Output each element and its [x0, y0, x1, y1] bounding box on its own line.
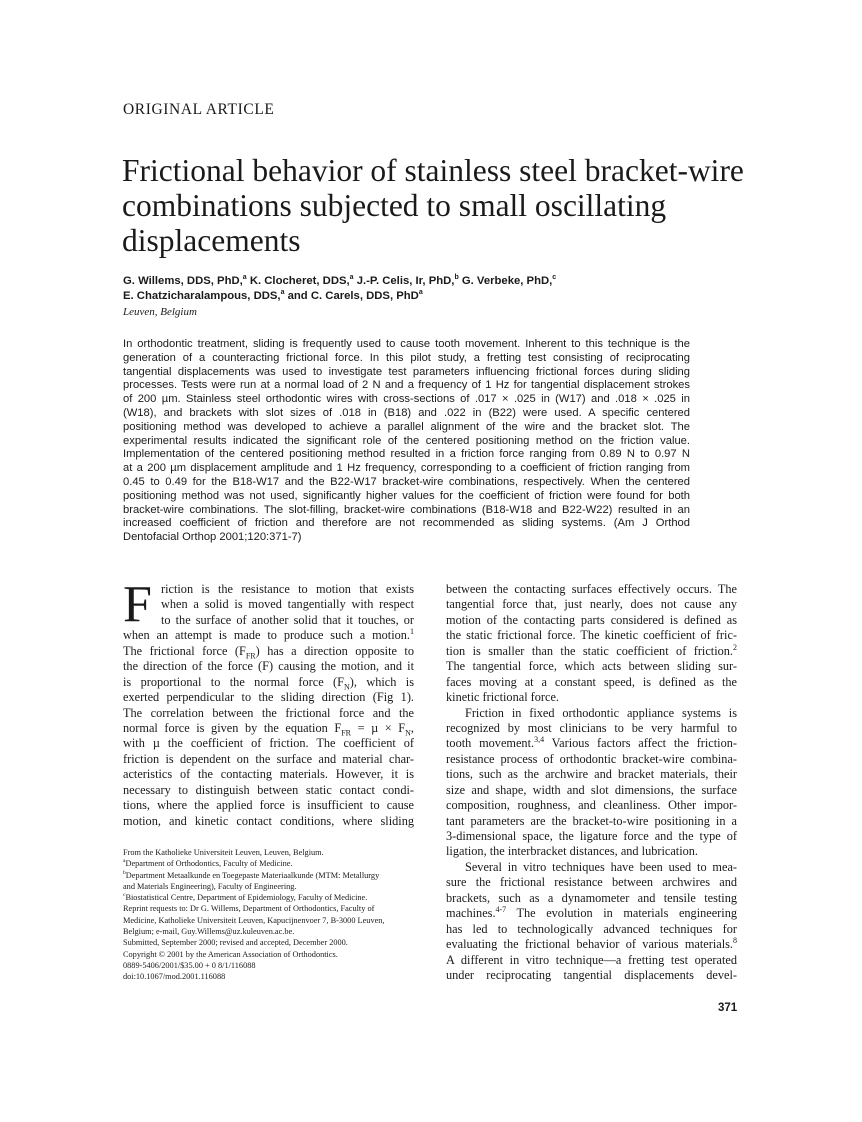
body-line: The correlation between the frictional force and the: [123, 705, 414, 720]
abstract-line: experimental results indicated the significant role of the centered positioning method on the friction value.: [123, 434, 690, 447]
body-line: with µ the coefficient of friction. The coefficient of: [123, 736, 414, 751]
author-line-2: [123, 289, 556, 304]
body-line: has led to technologically advanced techniques for: [446, 921, 737, 936]
body-line: acteristics of the contacting materials. However, it is: [123, 767, 414, 782]
footnote-mark: a: [123, 858, 126, 865]
author-affiliation-mark: a: [349, 274, 354, 282]
footnote-text: Biostatistical Centre, Department of Epidemiology, Faculty of Medicine.: [125, 893, 368, 903]
body-text: evaluating the frictional behavior of various materials.: [446, 937, 733, 952]
body-line: the direction of the force (F) causing the motion, and it: [123, 659, 414, 674]
author-name: J.-P. Celis, Ir, PhD,: [353, 275, 455, 287]
body-line: motion of the contacting parts considered is defined as: [446, 612, 737, 627]
subscript: N: [405, 728, 411, 738]
body-line: [446, 937, 737, 952]
body-line: Several in vitro techniques have been used to mea-: [465, 859, 737, 874]
citation-ref: 8: [733, 935, 737, 945]
body-line: tions, where the applied force is insufficient to cause: [123, 798, 414, 813]
body-line: Friction in fixed orthodontic appliance systems is: [465, 705, 737, 720]
footnote-line: [123, 903, 418, 914]
equation-text: = µ × F: [351, 720, 406, 735]
body-line: tant parameters are the bracket-to-wire positioning in a: [446, 813, 737, 828]
abstract-line: at a 200 µm displacement amplitude and 1 Hz frequency, corresponding to a coefficient of friction ranging from: [123, 462, 690, 475]
footnote-text: 0889-5406/2001/$35.00 + 0 8/1/116088: [123, 960, 256, 970]
author-affiliation-mark: c: [552, 274, 557, 282]
body-line: riction is the resistance to motion that exists: [161, 582, 414, 596]
footnote-line: [123, 892, 418, 903]
subscript: FR: [341, 728, 351, 738]
footnote-text: Reprint requests to: Dr G. Willems, Department of Orthodontics, Faculty of: [123, 904, 375, 914]
body-line: when a solid is moved tangentially with respect: [161, 597, 414, 612]
footnote-line: [123, 858, 418, 869]
footnote-line: [123, 847, 418, 858]
body-line: kinetic frictional force.: [446, 690, 560, 705]
body-line: [123, 644, 414, 659]
author-location: Leuven, Belgium: [123, 306, 197, 318]
footnote-line: [123, 915, 418, 926]
author-name: G. Willems, DDS, PhD,: [123, 275, 243, 287]
body-line: between the contacting surfaces effectively occurs. The: [446, 582, 737, 596]
body-column-right: [446, 582, 737, 983]
author-name: E. Chatzicharalampous, DDS,: [123, 290, 281, 302]
body-line: composition, roughness, and cleanliness. Other impor-: [446, 798, 737, 813]
body-text: normal force is given by the equation F: [123, 720, 342, 735]
body-text: Various factors affect the friction-: [544, 736, 737, 751]
body-line: [446, 736, 737, 751]
footnote-text: Department of Orthodontics, Faculty of Medicine.: [125, 859, 293, 869]
abstract-line: tangential displacements was used to investigate test parameters influencing frictional forces during sliding: [123, 365, 690, 378]
body-line: the static frictional force. The kinetic coefficient of fric-: [446, 628, 737, 643]
body-line: tions, such as the archwire and bracket materials, their: [446, 767, 737, 782]
footnote-line: [123, 960, 418, 971]
page-number: 371: [718, 1002, 738, 1014]
footnote-text: Submitted, September 2000; revised and accepted, December 2000.: [123, 938, 348, 948]
body-line: recognized by most clinicians to be very harmful to: [446, 720, 737, 735]
body-line: resistance process of orthodontic bracket-wire combina-: [446, 751, 737, 766]
body-line: tangential force that, just nearly, does not cause any: [446, 597, 737, 612]
body-line: [123, 675, 414, 690]
body-text: tooth movement.: [446, 736, 535, 751]
body-column-left: [123, 576, 415, 829]
abstract-line: Implementation of the centered positioning method resulted in a friction force ranging from 0.89 N to 0.97 N: [123, 448, 690, 461]
abstract-line: bracket-wire combinations. The slot-filling, bracket-wire combinations (B18-W18 and B22-W22) resulted in an: [123, 503, 690, 516]
body-line: necessary to distinguish between static contact condi-: [123, 782, 414, 797]
body-line: The tangential force, which acts between sliding sur-: [446, 659, 737, 674]
body-text: when an attempt is made to produce such a motion.: [123, 628, 410, 643]
abstract-line: 0.45 to 0.49 for the B18-W17 and the B22-W17 bracket-wire combinations, respectively. When the centered: [123, 475, 690, 488]
body-line: friction is dependent on the surface and material char-: [123, 751, 414, 766]
body-line: [446, 906, 737, 921]
footnote-text: doi:10.1067/mod.2001.116088: [123, 972, 226, 982]
author-affiliation-mark: a: [418, 289, 423, 297]
footnote-text: From the Katholieke Universiteit Leuven, Leuven, Belgium.: [123, 848, 324, 857]
body-text: The frictional force (F: [123, 643, 246, 658]
subscript: N: [344, 682, 350, 692]
footnote-line: [123, 881, 418, 892]
body-text: ) has a direction opposite to: [255, 643, 414, 658]
body-text: machines.: [446, 906, 496, 921]
author-line-1: [123, 274, 556, 289]
body-line: [123, 721, 414, 736]
footnote-text: and Materials Engineering), Faculty of Engineering.: [123, 881, 297, 891]
abstract-line: generation of a counteracting frictional force. In this pilot study, a fretting test consisting of reciprocating: [123, 351, 690, 364]
footnote-mark: b: [123, 869, 126, 876]
footnote-text: Copyright © 2001 by the American Association of Orthodontics.: [123, 949, 338, 959]
abstract-line: processes. Tests were run at a normal load of 2 N and a frequency of 1 Hz for tangential displacement strokes: [123, 379, 690, 392]
body-line: sure the frictional resistance between archwires and: [446, 875, 737, 890]
body-text: tion is smaller than the static coefficient of friction.: [446, 643, 733, 658]
subscript: FR: [245, 651, 256, 661]
abstract-line: of 200 µm. Stainless steel orthodontic wires with cross-sections of .017 × .025 in (W17) and .018 × .025 in: [123, 393, 690, 406]
body-line: under reciprocating tangential displacements devel-: [446, 967, 737, 982]
footnote-line: [123, 926, 418, 937]
body-line: size and shape, width and slot dimensions, the surface: [446, 782, 737, 797]
body-text: The evolution in materials engineering: [506, 906, 737, 921]
footnote-text: Department Metaalkunde en Toegepaste Materiaalkunde (MTM: Metallurgy: [125, 870, 380, 880]
author-name: K. Clocheret, DDS,: [246, 275, 350, 287]
abstract-line: In orthodontic treatment, sliding is frequently used to cause tooth movement. Inherent to this technique is the: [123, 338, 690, 350]
article-title: Frictional behavior of stainless steel bracket-wire combinations subjected to small oscillating displacements: [122, 153, 744, 258]
body-line: motion, and kinetic contact conditions, where sliding: [123, 813, 414, 828]
footnote-line: [123, 971, 418, 982]
author-name: G. Verbeke, PhD,: [458, 275, 553, 287]
body-line: ligation, the interbracket distances, and lubrication.: [446, 844, 699, 859]
body-line: [446, 644, 737, 659]
body-line: brackets, such as a dynamometer and tensile testing: [446, 890, 737, 905]
author-name: and C. Carels, DDS, PhD: [284, 290, 419, 302]
abstract-line: positioning method was developed to achieve a parallel alignment of the wire and the bracket slot. The: [123, 420, 690, 433]
footnote-line: [123, 937, 418, 948]
citation-ref: 4-7: [495, 905, 507, 915]
abstract-line: increased coefficient of friction and therefore are not recommended as sliding systems. (Am J Orthod: [123, 517, 690, 530]
drop-cap: F: [123, 576, 152, 633]
abstract: [123, 338, 690, 545]
author-affiliation-mark: a: [280, 289, 285, 297]
body-line: 3-dimensional space, the ligature force and the type of: [446, 829, 737, 843]
footnote-text: Belgium; e-mail, Guy.Willems@uz.kuleuven.ac.be.: [123, 927, 295, 937]
footnote-text: Medicine, Katholieke Universiteit Leuven, Kapucijnenvoer 7, B-3000 Leuven,: [123, 915, 385, 925]
body-text: ,: [410, 720, 414, 735]
body-text: ), which is: [349, 674, 415, 689]
citation-ref: 3,4: [534, 735, 545, 745]
body-line: exerted perpendicular to the sliding direction (Fig 1).: [123, 690, 414, 705]
abstract-line: Dentofacial Orthop 2001;120:371-7): [123, 531, 302, 544]
footnote-line: [123, 870, 418, 881]
body-line: A different in vitro technique—a fretting test operated: [446, 952, 737, 967]
author-list: [123, 274, 556, 304]
citation-ref: 1: [410, 627, 414, 637]
section-label: ORIGINAL ARTICLE: [123, 101, 275, 118]
footnotes: [123, 847, 418, 983]
citation-ref: 2: [733, 642, 737, 652]
body-text: is proportional to the normal force (F: [123, 674, 344, 689]
abstract-line: (W18), and brackets with slot sizes of .018 in (B18) and .022 in (B22) were used. A specific centered: [123, 406, 690, 419]
body-line: [123, 628, 414, 643]
footnote-line: [123, 949, 418, 960]
footnote-mark: c: [123, 892, 126, 899]
body-line: to the surface of another solid that it touches, or: [161, 612, 414, 627]
author-affiliation-mark: b: [454, 274, 459, 282]
body-line: faces moving at a constant speed, is defined as the: [446, 674, 737, 689]
abstract-line: positioning method was not used, significantly higher values for the coefficient of friction were found for both: [123, 489, 690, 502]
author-affiliation-mark: a: [242, 274, 247, 282]
